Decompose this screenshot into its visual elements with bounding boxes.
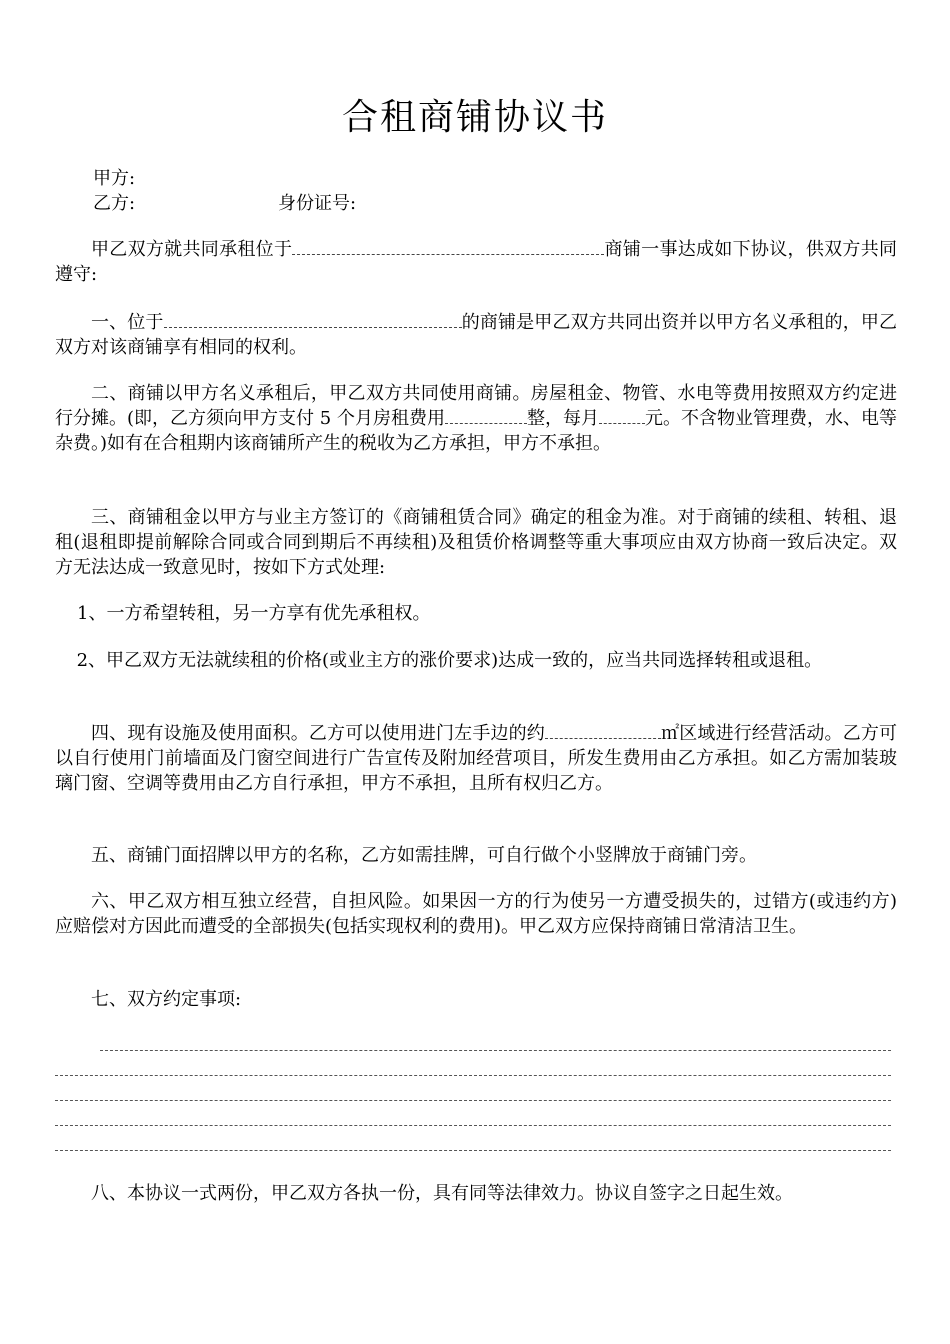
clause-1 [55, 310, 897, 360]
id-number-label: 身份证号: [278, 193, 357, 214]
clause-1-text-end: 的商铺是甲乙双方共同出资并以甲方名义承租的，甲乙双方对该商铺享有相同的权利。 [55, 312, 898, 358]
clause-4 [55, 721, 897, 796]
clause-3: 三、商铺租金以甲方与业主方签订的《商铺租赁合同》确定的租金为准。对于商铺的续租、转租、退租(退租即提前解除合同或合同到期后不再续租)及租赁价格调整等重大事项应由双方协商一致后决定。双方无法达成一致意见时，按如下方式处理: [55, 507, 897, 578]
clause-2 [55, 381, 897, 456]
intro-text-end: 商铺一事达成如下协议，供双方共同遵守: [55, 239, 898, 285]
clause-2-text-b: 整，每月 [526, 408, 599, 429]
agreed-items-line-5[interactable] [55, 1150, 891, 1151]
agreed-items-line-2[interactable] [55, 1075, 891, 1076]
agreed-items-line-1[interactable] [100, 1050, 891, 1051]
shop-address-blank[interactable] [292, 240, 604, 255]
agreed-items-line-4[interactable] [55, 1125, 891, 1126]
party-b-label: 乙方: [93, 193, 136, 214]
clause-6: 六、甲乙双方相互独立经营，自担风险。如果因一方的行为使另一方遭受损失的，过错方(或违约方)应赔偿对方因此而遭受的全部损失(包括实现权利的费用)。甲乙双方应保持商铺日常清洁卫生。 [55, 891, 897, 937]
clause-4-text-start: 四、现有设施及使用面积。乙方可以使用进门左手边的约 [91, 723, 545, 744]
agreed-items-line-3[interactable] [55, 1100, 891, 1101]
clause-4-text-end: ㎡区域进行经营活动。乙方可以自行使用门前墙面及门窗空间进行广告宣传及附加经营项目，所发生费用由乙方承担。如乙方需加装玻璃门窗、空调等费用由乙方自行承担，甲方不承担，且所有权归乙方。 [55, 723, 898, 794]
party-a-label: 甲方: [93, 168, 136, 189]
area-blank[interactable] [545, 724, 661, 739]
clause-7: 七、双方约定事项: [91, 989, 242, 1010]
clause-1-location-blank[interactable] [164, 313, 462, 328]
document-title: 合租商铺协议书 [341, 97, 608, 138]
intro-paragraph [55, 237, 897, 287]
clause-2-text-c: 元。不含物业管理费，水、电等杂费。)如有在合租期内该商铺所产生的税收为乙方承担，甲方不承担。 [55, 408, 898, 454]
clause-3-item-1: 1、一方希望转租，另一方享有优先承租权。 [77, 603, 431, 624]
clause-3-item-2: 2、甲乙双方无法就续租的价格(或业主方的涨价要求)达成一致的，应当共同选择转租或退租。 [76, 650, 823, 671]
clause-1-text-start: 一、位于 [91, 312, 164, 333]
rent-total-blank[interactable] [445, 409, 527, 424]
clause-8: 八、本协议一式两份，甲乙双方各执一份，具有同等法律效力。协议自签字之日起生效。 [91, 1183, 793, 1204]
intro-text-start: 甲乙双方就共同承租位于 [91, 239, 293, 260]
monthly-rent-blank[interactable] [599, 409, 645, 424]
clause-5: 五、商铺门面招牌以甲方的名称，乙方如需挂牌，可自行做个小竖牌放于商铺门旁。 [91, 845, 757, 866]
clause-2-text-a: 二、商铺以甲方名义承租后，甲乙双方共同使用商铺。房屋租金、物管、水电等费用按照双方约定进行分摊。(即，乙方须向甲方支付 5 个月房租费用 [55, 383, 897, 429]
